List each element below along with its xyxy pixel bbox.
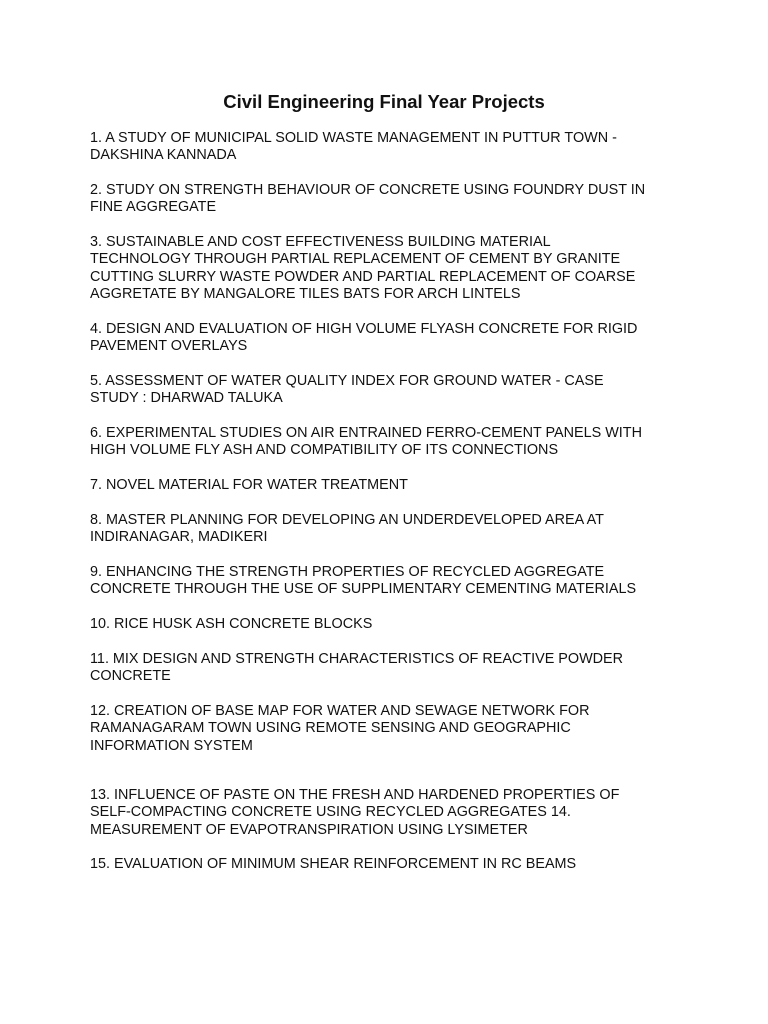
project-line: SELF-COMPACTING CONCRETE USING RECYCLED AGGREGATES 14.	[90, 804, 571, 821]
project-line: 3. SUSTAINABLE AND COST EFFECTIVENESS BUILDING MATERIAL	[90, 234, 551, 250]
project-item-8	[90, 512, 690, 547]
document-title: Civil Engineering Final Year Projects	[223, 91, 545, 112]
project-line: TECHNOLOGY THROUGH PARTIAL REPLACEMENT OF CEMENT BY GRANITE	[90, 251, 621, 268]
project-item-9	[90, 564, 690, 599]
project-line: 8. MASTER PLANNING FOR DEVELOPING AN UNDERDEVELOPED AREA AT	[90, 512, 604, 528]
project-item-2	[90, 182, 690, 217]
project-line: CUTTING SLURRY WASTE POWDER AND PARTIAL REPLACEMENT OF COARSE	[90, 268, 636, 285]
project-line: INFORMATION SYSTEM	[90, 737, 253, 754]
project-line: 11. MIX DESIGN AND STRENGTH CHARACTERISTICS OF REACTIVE POWDER	[90, 651, 624, 667]
project-line: FINE AGGREGATE	[90, 199, 217, 216]
project-item-15	[90, 856, 690, 873]
project-item-3	[90, 234, 690, 304]
project-line: 7. NOVEL MATERIAL FOR WATER TREATMENT	[90, 477, 408, 493]
project-line: 6. EXPERIMENTAL STUDIES ON AIR ENTRAINED FERRO-CEMENT PANELS WITH	[90, 425, 642, 441]
project-line: PAVEMENT OVERLAYS	[90, 338, 248, 355]
project-line: INDIRANAGAR, MADIKERI	[90, 529, 268, 546]
project-line: 4. DESIGN AND EVALUATION OF HIGH VOLUME FLYASH CONCRETE FOR RIGID	[90, 321, 638, 337]
project-line: 10. RICE HUSK ASH CONCRETE BLOCKS	[90, 616, 373, 632]
project-line: AGGRETATE BY MANGALORE TILES BATS FOR ARCH LINTELS	[90, 286, 521, 303]
project-line: STUDY : DHARWAD TALUKA	[90, 390, 283, 407]
project-line: CONCRETE	[90, 668, 171, 685]
project-item-4	[90, 321, 690, 356]
project-line: RAMANAGARAM TOWN USING REMOTE SENSING AND GEOGRAPHIC	[90, 720, 571, 737]
project-line: CONCRETE THROUGH THE USE OF SUPPLIMENTARY CEMENTING MATERIALS	[90, 581, 637, 598]
project-item-10	[90, 616, 690, 633]
project-item-7	[90, 477, 690, 494]
project-item-12	[90, 703, 690, 755]
project-line: 9. ENHANCING THE STRENGTH PROPERTIES OF RECYCLED AGGREGATE	[90, 564, 605, 580]
project-line: 12. CREATION OF BASE MAP FOR WATER AND SEWAGE NETWORK FOR	[90, 703, 590, 719]
project-line: 5. ASSESSMENT OF WATER QUALITY INDEX FOR GROUND WATER - CASE	[90, 373, 604, 389]
project-item-1	[90, 130, 690, 165]
project-item-6	[90, 425, 690, 460]
project-line: 13. INFLUENCE OF PASTE ON THE FRESH AND HARDENED PROPERTIES OF	[90, 787, 620, 803]
project-line: 2. STUDY ON STRENGTH BEHAVIOUR OF CONCRETE USING FOUNDRY DUST IN	[90, 182, 646, 198]
project-item-5	[90, 373, 690, 408]
project-line: DAKSHINA KANNADA	[90, 147, 237, 164]
project-line: 1. A STUDY OF MUNICIPAL SOLID WASTE MANAGEMENT IN PUTTUR TOWN -	[90, 130, 617, 146]
project-line: HIGH VOLUME FLY ASH AND COMPATIBILITY OF ITS CONNECTIONS	[90, 442, 559, 459]
project-line: 15. EVALUATION OF MINIMUM SHEAR REINFORCEMENT IN RC BEAMS	[90, 856, 577, 872]
project-item-11	[90, 651, 690, 686]
project-item-13	[90, 787, 690, 839]
project-line: MEASUREMENT OF EVAPOTRANSPIRATION USING LYSIMETER	[90, 821, 528, 838]
